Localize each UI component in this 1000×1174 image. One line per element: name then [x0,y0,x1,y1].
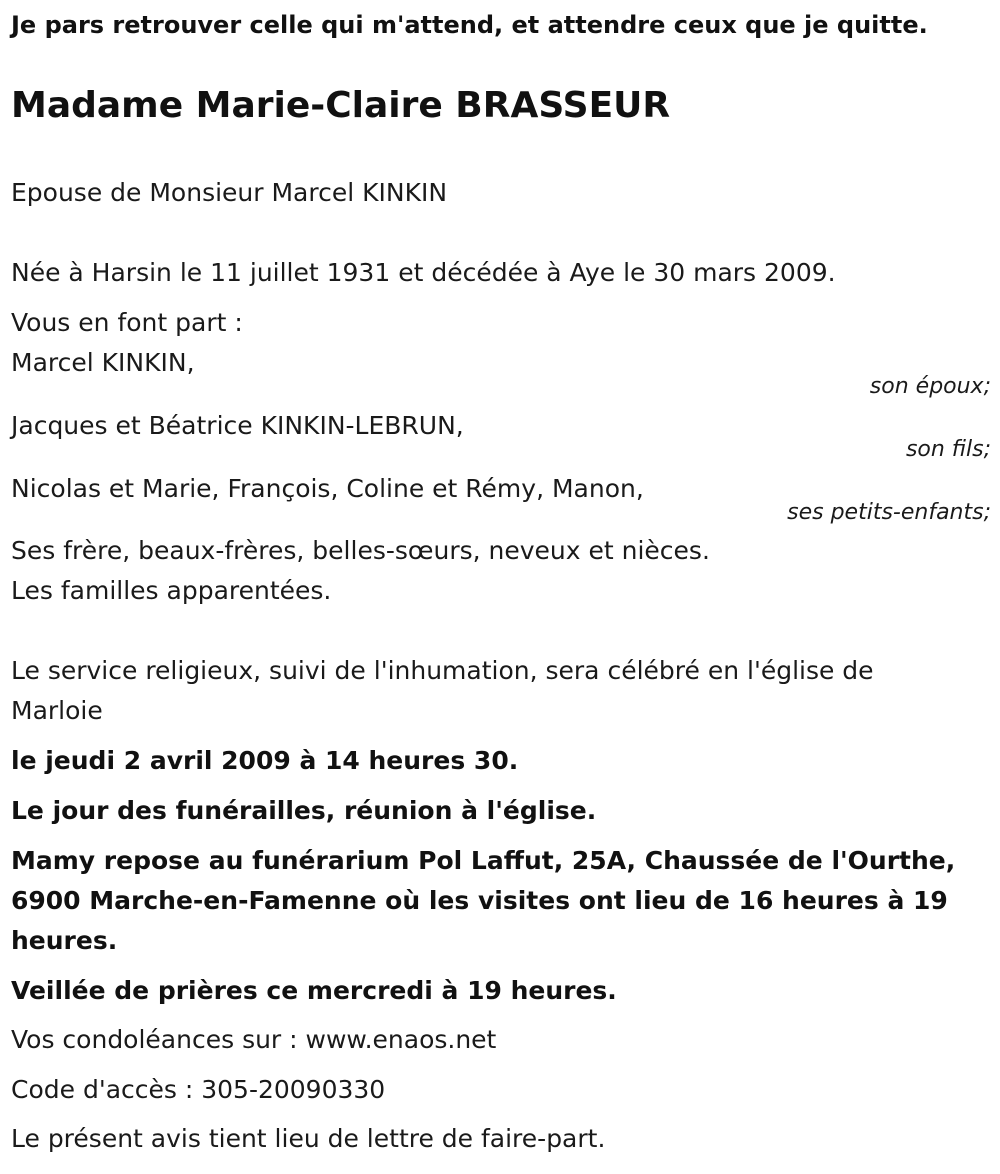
funeral-home-line: Mamy repose au funérarium Pol Laffut, 25A, Chaussée de l'Ourthe, [11,846,956,875]
deceased-name: Madame Marie-Claire BRASSEUR [11,85,671,126]
family-names-grandchildren: Nicolas et Marie, François, Coline et Rémy, Manon, [11,474,644,503]
extended-family-line: Les familles apparentées. [11,576,332,605]
family-relation-son: son fils; [905,437,991,462]
spouse-line: Epouse de Monsieur Marcel KINKIN [11,178,448,207]
funeral-home-line: heures. [11,926,118,955]
announcement-intro: Vous en font part : [11,308,243,337]
meeting-line: Le jour des funérailles, réunion à l'église. [11,796,597,825]
vigil-line: Veillée de prières ce mercredi à 19 heures. [11,976,617,1005]
family-names-son: Jacques et Béatrice KINKIN-LEBRUN, [11,411,464,440]
service-text-line: Le service religieux, suivi de l'inhumation, sera célébré en l'église de [11,656,874,685]
service-date-line: le jeudi 2 avril 2009 à 14 heures 30. [11,746,519,775]
family-relation-grandchildren: ses petits-enfants; [787,500,991,525]
funeral-home-line: 6900 Marche-en-Famenne où les visites ont lieu de 16 heures à 19 [11,886,948,915]
other-relatives-line: Ses frère, beaux-frères, belles-sœurs, neveux et nièces. [11,536,710,565]
closing-line: Le présent avis tient lieu de lettre de faire-part. [11,1124,606,1153]
birth-death-line: Née à Harsin le 11 juillet 1931 et décédée à Aye le 30 mars 2009. [11,258,836,287]
service-location-line: Marloie [11,696,103,725]
condolences-line: Vos condoléances sur : www.enaos.net [11,1025,497,1054]
family-relation-spouse: son époux; [869,374,991,399]
epigraph: Je pars retrouver celle qui m'attend, et attendre ceux que je quitte. [11,11,928,39]
access-code-line: Code d'accès : 305-20090330 [11,1075,386,1104]
family-names-spouse: Marcel KINKIN, [11,348,195,377]
